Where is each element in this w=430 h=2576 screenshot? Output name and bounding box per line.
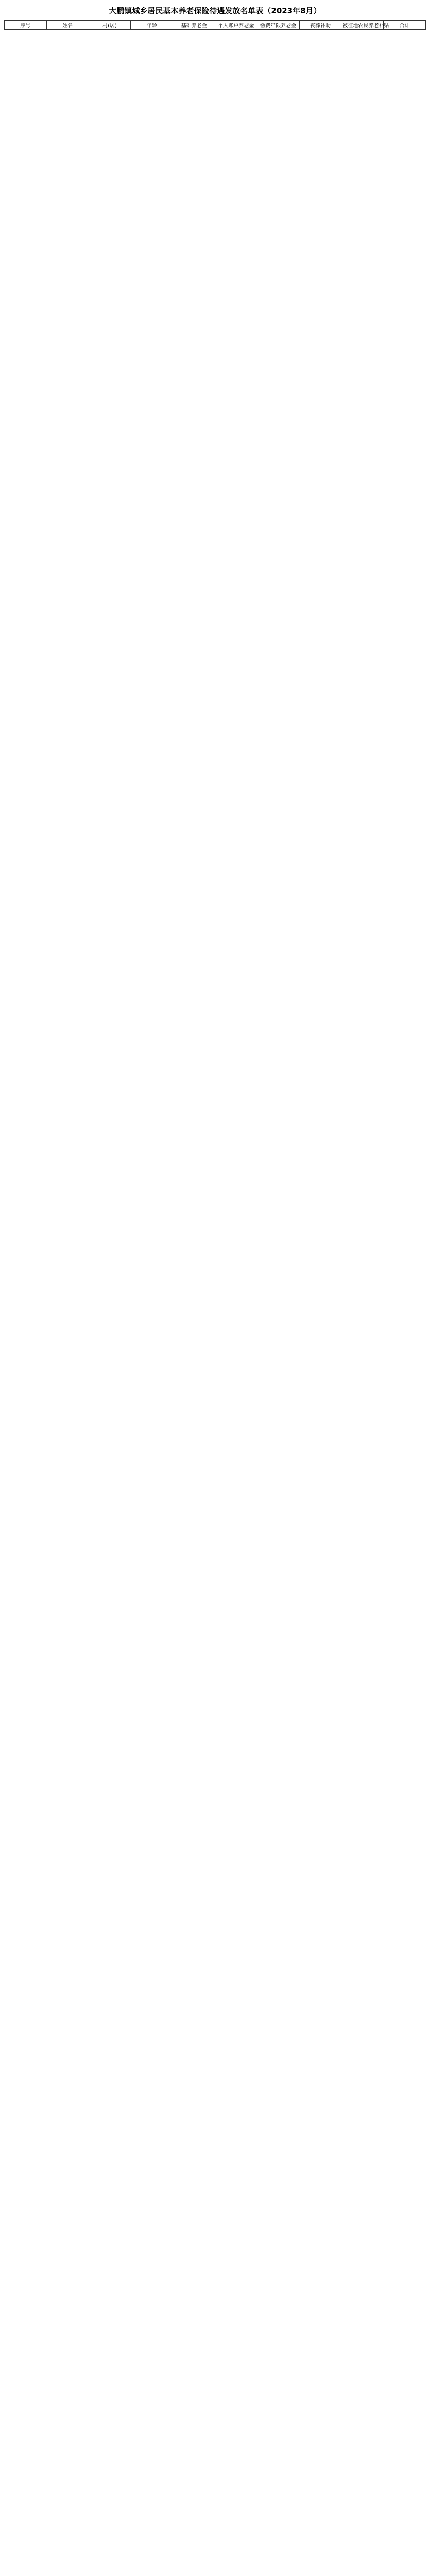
document-page (0, 0, 430, 33)
header-cell: 姓名 (46, 21, 89, 30)
pension-table (4, 20, 426, 30)
header-cell: 年龄 (131, 21, 173, 30)
header-cell: 基础养老金 (173, 21, 215, 30)
table-header-row (5, 21, 426, 30)
header-cell: 合计 (384, 21, 426, 30)
header-cell: 村(居) (89, 21, 131, 30)
header-cell: 个人账户养老金 (215, 21, 257, 30)
document-title: 大鹏镇城乡居民基本养老保险待遇发放名单表（2023年8月） (109, 6, 321, 15)
header-cell: 缴费年限养老金 (257, 21, 299, 30)
header-cell: 丧葬补助 (299, 21, 341, 30)
header-cell: 被征地农民养老补贴 (341, 21, 384, 30)
header-cell: 序号 (5, 21, 47, 30)
